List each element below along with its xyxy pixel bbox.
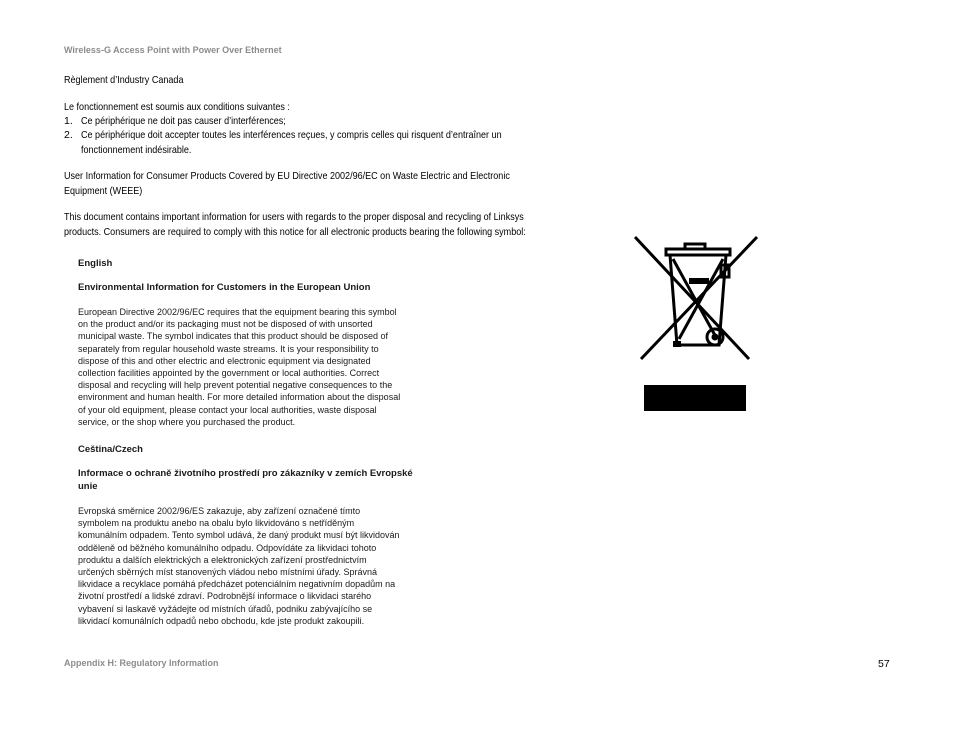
english-heading: Environmental Information for Customers in the European Union	[78, 282, 371, 293]
industry-canada-title: Règlement d’Industry Canada	[64, 74, 184, 86]
body-line: of your old equipment, please contact your local authorities, waste disposal	[78, 404, 377, 415]
body-line: collection facilities appointed by the government or local authorities. Correct	[78, 368, 380, 379]
conditions-intro: Le fonctionnement est soumis aux conditions suivantes :	[64, 101, 290, 113]
body-line: disposal and recycling will help prevent potential negative consequences to the	[78, 380, 393, 391]
body-line: likvidací komunálních odpadů nebo obchodu, kde jste produkt zakoupili.	[78, 615, 365, 626]
body-line: on the product and/or its packaging must not be disposed of with unsorted	[78, 319, 373, 330]
body-line: vybavení si laskavě vyžádejte od místních úřadů, podniku zabývajícího se	[78, 603, 373, 614]
condition-number: 1.	[64, 115, 73, 127]
english-body	[78, 306, 400, 428]
weee-title: User Information for Consumer Products Covered by EU Directive 2002/96/EC on Waste Electric and Electronic	[64, 170, 510, 182]
body-line: produktu a dalších elektrických a elektronických zařízení prostřednictvím	[78, 554, 367, 565]
body-line: dispose of this and other electric and electronic equipment via designated	[78, 355, 371, 366]
body-line: symbolem na produktu anebo na obalu bylo likvidováno s netříděným	[78, 518, 355, 529]
condition-text-continued: fonctionnement indésirable.	[81, 144, 192, 156]
body-line: komunálním odpadem. Tento symbol udává, že daný produkt musí být likvidován	[78, 530, 400, 541]
body-line: Evropská směrnice 2002/96/ES zakazuje, aby zařízení označené tímto	[78, 506, 361, 516]
body-line: European Directive 2002/96/EC requires that the equipment bearing this symbol	[78, 307, 397, 317]
weee-intro-continued: products. Consumers are required to comply with this notice for all electronic products bearing the following symbol:	[64, 226, 526, 238]
footer-section-label: Appendix H: Regulatory Information	[64, 658, 219, 668]
czech-heading-continued: unie	[78, 481, 98, 492]
body-line: environment and human health. For more detailed information about the disposal	[78, 392, 401, 403]
crossed-out-wheelie-bin-icon	[633, 235, 759, 363]
weee-title-continued: Equipment (WEEE)	[64, 185, 143, 197]
body-line: odděleně od běžného komunálního odpadu. Odpovídáte za likvidaci tohoto	[78, 542, 377, 553]
page-number: 57	[878, 658, 890, 670]
condition-number: 2.	[64, 129, 73, 141]
running-header: Wireless-G Access Point with Power Over Ethernet	[64, 45, 282, 55]
body-line: municipal waste. The symbol indicates that this product should be disposed of	[78, 331, 389, 342]
body-line: určených sběrných míst stanovených vládou nebo místními úřady. Správná	[78, 567, 377, 578]
body-line: životní prostředí a lidské zdraví. Podrobnější informace o likvidaci starého	[78, 591, 372, 602]
weee-black-bar	[644, 385, 746, 411]
weee-intro: This document contains important information for users with regards to the proper disposal and recycling of Linksys	[64, 211, 524, 223]
condition-text: Ce périphérique doit accepter toutes les interférences reçues, y compris celles qui risquent d’entraîner un	[81, 129, 502, 141]
english-language-label: English	[78, 258, 113, 269]
body-line: service, or the shop where you purchased the product.	[78, 416, 296, 427]
czech-body	[78, 505, 400, 627]
condition-text: Ce périphérique ne doit pas causer d’interférences;	[81, 115, 286, 127]
body-line: separately from regular household waste streams. It is your responsibility to	[78, 343, 379, 354]
czech-language-label: Ceština/Czech	[78, 444, 143, 455]
body-line: likvidace a recyklace pomáhá předcházet potenciálním negativním dopadům na	[78, 579, 396, 590]
czech-heading: Informace o ochraně životního prostředí pro zákazníky v zemích Evropské	[78, 468, 413, 479]
